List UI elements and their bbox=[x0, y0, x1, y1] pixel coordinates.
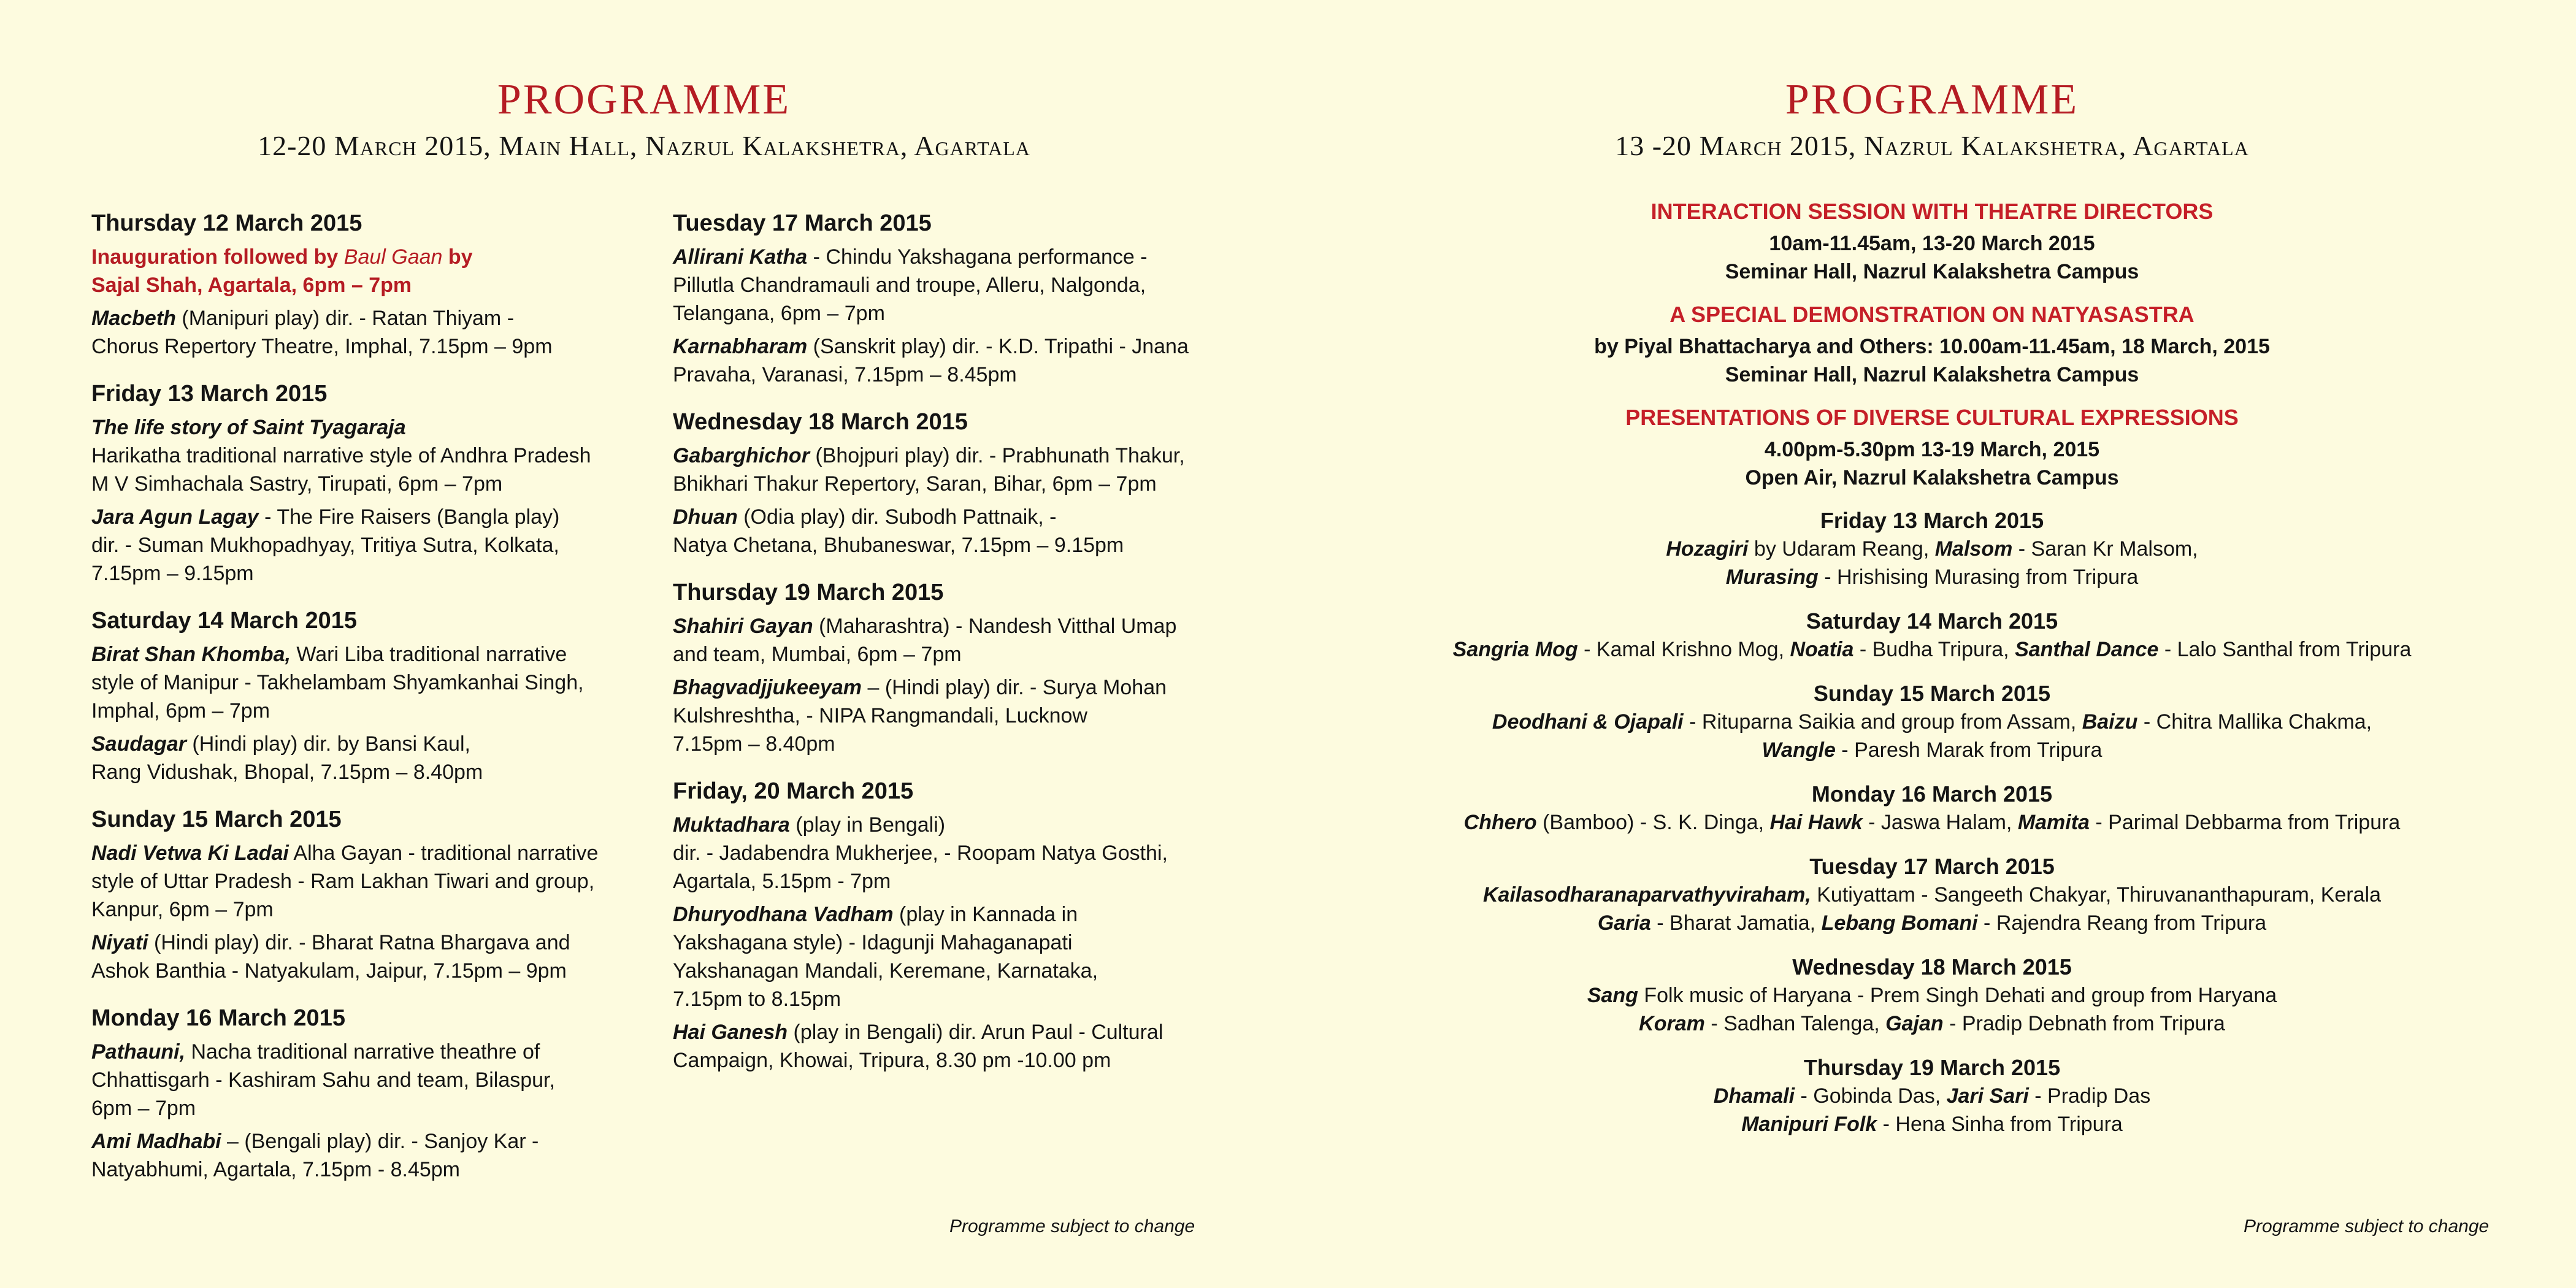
event-title: Karnabharam bbox=[673, 335, 808, 358]
day-block bbox=[673, 209, 1213, 389]
event-line: Campaign, Khowai, Tripura, 8.30 pm -10.00 pm bbox=[673, 1049, 1111, 1072]
cultural-line bbox=[1288, 736, 2576, 764]
performance-title: Deodhani & Ojapali bbox=[1492, 710, 1684, 734]
event-title: The life story of Saint Tyagaraja bbox=[91, 416, 406, 439]
performance-detail: - Kamal Krishno Mog, bbox=[1577, 638, 1790, 661]
event-title: Jara Agun Lagay bbox=[91, 505, 259, 529]
day-title: Thursday 19 March 2015 bbox=[1803, 1055, 2061, 1080]
performance-title: Kailasodharanaparvathyviraham, bbox=[1482, 883, 1811, 907]
day-title: Friday, 20 March 2015 bbox=[673, 778, 914, 804]
cultural-line bbox=[1288, 1110, 2576, 1138]
right-programme-title: PROGRAMME bbox=[1785, 76, 2079, 123]
event-title: Saudagar bbox=[91, 732, 186, 756]
left-column-1 bbox=[91, 209, 631, 1202]
performance-detail: - Pradip Debnath from Tripura bbox=[1943, 1012, 2225, 1035]
event-line: - Chindu Yakshagana performance - bbox=[807, 245, 1148, 269]
cultural-line bbox=[1288, 881, 2576, 909]
event-line: (Hindi play) dir. by Bansi Kaul, bbox=[186, 732, 470, 756]
session-line: Open Air, Nazrul Kalakshetra Campus bbox=[1745, 466, 2119, 489]
cultural-line bbox=[1288, 563, 2576, 591]
day-title: Tuesday 17 March 2015 bbox=[673, 210, 932, 236]
session-block bbox=[1288, 301, 2576, 389]
day-block bbox=[91, 606, 631, 786]
cultural-line bbox=[1288, 635, 2576, 664]
day-title: Wednesday 18 March 2015 bbox=[673, 409, 968, 435]
event-item bbox=[673, 900, 1213, 1013]
day-title: Friday 13 March 2015 bbox=[91, 381, 328, 407]
day-title: Sunday 15 March 2015 bbox=[1813, 681, 2051, 706]
event-item bbox=[91, 304, 631, 361]
right-content bbox=[1288, 197, 2576, 1154]
event-line: (Odia play) dir. Subodh Pattnaik, - bbox=[737, 505, 1057, 529]
event-line: Alha Gayan - traditional narrative bbox=[288, 841, 599, 865]
event-title: Niyati bbox=[91, 931, 148, 954]
left-footer-note: Programme subject to change bbox=[949, 1216, 1195, 1236]
event-item bbox=[673, 1018, 1213, 1075]
day-block bbox=[673, 407, 1213, 559]
cultural-line bbox=[1288, 909, 2576, 937]
performance-detail: - Sadhan Talenga, bbox=[1704, 1012, 1886, 1035]
performance-detail: (Bamboo) - S. K. Dinga, bbox=[1536, 811, 1770, 834]
event-line: Pravaha, Varanasi, 7.15pm – 8.45pm bbox=[673, 363, 1017, 386]
session-title: INTERACTION SESSION WITH THEATRE DIRECTORS bbox=[1650, 199, 2214, 224]
cultural-line bbox=[1288, 1082, 2576, 1110]
event-title: Pathauni, bbox=[91, 1040, 186, 1064]
performance-detail: - Hrishising Murasing from Tripura bbox=[1818, 565, 2139, 589]
event-title: Muktadhara bbox=[673, 813, 790, 837]
performance-detail: - Chitra Mallika Chakma, bbox=[2137, 710, 2372, 734]
event-line: Wari Liba traditional narrative bbox=[290, 643, 567, 666]
day-title: Saturday 14 March 2015 bbox=[1806, 608, 2058, 634]
session-block bbox=[1288, 197, 2576, 286]
performance-title: Santhal Dance bbox=[2015, 638, 2159, 661]
inauguration-item bbox=[91, 243, 631, 299]
performance-title: Chhero bbox=[1463, 811, 1537, 834]
event-item bbox=[91, 503, 631, 588]
event-line: (play in Bengali) bbox=[789, 813, 946, 837]
event-line: 6pm – 7pm bbox=[91, 1097, 196, 1120]
event-line: (Maharashtra) - Nandesh Vitthal Umap bbox=[813, 615, 1177, 638]
event-title: Bhagvadjjukeeyam bbox=[673, 676, 862, 699]
baul-gaan-title: Baul Gaan bbox=[343, 245, 443, 269]
cultural-line bbox=[1288, 1010, 2576, 1038]
event-item bbox=[91, 640, 631, 725]
session-line: 4.00pm-5.30pm 13-19 March, 2015 bbox=[1764, 438, 2100, 461]
event-line: - The Fire Raisers (Bangla play) bbox=[258, 505, 560, 529]
cultural-day-block bbox=[1288, 953, 2576, 1038]
event-line: (play in Bengali) dir. Arun Paul - Cultural bbox=[788, 1021, 1163, 1044]
performance-title: Garia bbox=[1597, 911, 1651, 935]
performance-detail: - Gobinda Das, bbox=[1795, 1084, 1947, 1108]
event-line: style of Uttar Pradesh - Ram Lakhan Tiwari and group, bbox=[91, 870, 595, 893]
performance-title: Hozagiri bbox=[1666, 537, 1749, 561]
event-line: (Manipuri play) dir. - Ratan Thiyam - bbox=[175, 307, 515, 330]
session-title: A SPECIAL DEMONSTRATION ON NATYASASTRA bbox=[1669, 302, 2195, 327]
day-title: Thursday 19 March 2015 bbox=[673, 580, 944, 605]
performance-detail: - Pradip Das bbox=[2028, 1084, 2151, 1108]
event-line: and team, Mumbai, 6pm – 7pm bbox=[673, 643, 962, 666]
performance-detail: - Budha Tripura, bbox=[1853, 638, 2015, 661]
inauguration-line2: Sajal Shah, Agartala, 6pm – 7pm bbox=[91, 274, 412, 297]
performance-title: Manipuri Folk bbox=[1741, 1113, 1877, 1136]
right-footer-note: Programme subject to change bbox=[2244, 1216, 2490, 1236]
event-line: Kulshreshtha, - NIPA Rangmandali, Lucknow bbox=[673, 704, 1087, 727]
cultural-day-block bbox=[1288, 507, 2576, 591]
event-line: Kanpur, 6pm – 7pm bbox=[91, 898, 274, 921]
event-title: Allirani Katha bbox=[673, 245, 808, 269]
right-panel bbox=[1288, 0, 2576, 1288]
event-line: dir. - Suman Mukhopadhyay, Tritiya Sutra, Kolkata, bbox=[91, 534, 559, 557]
event-item bbox=[91, 839, 631, 924]
performance-title: Dhamali bbox=[1713, 1084, 1795, 1108]
performance-detail: - Parimal Debbarma from Tripura bbox=[2089, 811, 2401, 834]
session-line: 10am-11.45am, 13-20 March 2015 bbox=[1769, 232, 2095, 255]
event-title: Hai Ganesh bbox=[673, 1021, 788, 1044]
event-line: (play in Kannada in bbox=[893, 903, 1078, 926]
cultural-line bbox=[1288, 708, 2576, 736]
performance-detail: - Saran Kr Malsom, bbox=[2012, 537, 2198, 561]
event-title: Dhuryodhana Vadham bbox=[673, 903, 894, 926]
event-item bbox=[91, 730, 631, 786]
cultural-day-block bbox=[1288, 853, 2576, 937]
event-item bbox=[673, 811, 1213, 895]
left-programme-subtitle: 12-20 March 2015, Main Hall, Nazrul Kalakshetra, Agartala bbox=[258, 130, 1030, 161]
event-title: Birat Shan Khomba, bbox=[91, 643, 291, 666]
event-line: Yakshagana style) - Idagunji Mahaganapati bbox=[673, 931, 1073, 954]
performance-title: Hai Hawk bbox=[1769, 811, 1863, 834]
day-title: Friday 13 March 2015 bbox=[1820, 508, 2044, 533]
event-line: (Bhojpuri play) dir. - Prabhunath Thakur, bbox=[809, 444, 1185, 467]
event-line: (Sanskrit play) dir. - K.D. Tripathi - Jnana bbox=[807, 335, 1189, 358]
event-item bbox=[673, 332, 1213, 389]
performance-title: Sangria Mog bbox=[1452, 638, 1578, 661]
day-block bbox=[91, 209, 631, 361]
session-line: Seminar Hall, Nazrul Kalakshetra Campus bbox=[1725, 363, 2139, 386]
cultural-line bbox=[1288, 808, 2576, 837]
event-item bbox=[673, 673, 1213, 758]
event-title: Shahiri Gayan bbox=[673, 615, 813, 638]
day-block bbox=[673, 578, 1213, 758]
performance-detail: Kutiyattam - Sangeeth Chakyar, Thiruvananthapuram, Kerala bbox=[1811, 883, 2382, 907]
performance-detail: - Paresh Marak from Tripura bbox=[1835, 738, 2103, 762]
event-line: 7.15pm – 8.40pm bbox=[673, 732, 835, 756]
day-title: Wednesday 18 March 2015 bbox=[1792, 954, 2072, 979]
event-item bbox=[673, 612, 1213, 669]
cultural-day-block bbox=[1288, 1054, 2576, 1138]
event-item bbox=[91, 929, 631, 985]
event-line: style of Manipur - Takhelambam Shyamkanhai Singh, bbox=[91, 671, 584, 694]
session-line: Seminar Hall, Nazrul Kalakshetra Campus bbox=[1725, 260, 2139, 283]
performance-title: Lebang Bomani bbox=[1821, 911, 1978, 935]
performance-title: Koram bbox=[1639, 1012, 1705, 1035]
event-title: Ami Madhabi bbox=[91, 1130, 221, 1153]
event-line: Nacha traditional narrative theathre of bbox=[185, 1040, 540, 1064]
event-line: Bhikhari Thakur Repertory, Saran, Bihar, 6pm – 7pm bbox=[673, 472, 1157, 496]
session-title: PRESENTATIONS OF DIVERSE CULTURAL EXPRESSIONS bbox=[1625, 405, 2239, 430]
event-title: Gabarghichor bbox=[673, 444, 810, 467]
performance-title: Jari Sari bbox=[1946, 1084, 2029, 1108]
performance-detail: by Udaram Reang, bbox=[1748, 537, 1935, 561]
event-title: Nadi Vetwa Ki Ladai bbox=[91, 841, 289, 865]
event-line: 7.15pm – 9.15pm bbox=[91, 562, 254, 585]
event-line: Pillutla Chandramauli and troupe, Alleru, Nalgonda, bbox=[673, 274, 1146, 297]
performance-title: Murasing bbox=[1725, 565, 1819, 589]
right-programme-subtitle: 13 -20 March 2015, Nazrul Kalakshetra, Agartala bbox=[1615, 130, 2249, 161]
event-line: Harikatha traditional narrative style of Andhra Pradesh bbox=[91, 444, 591, 467]
day-title: Saturday 14 March 2015 bbox=[91, 608, 358, 634]
day-block bbox=[91, 1003, 631, 1184]
session-line: by Piyal Bhattacharya and Others: 10.00am-11.45am, 18 March, 2015 bbox=[1594, 335, 2270, 358]
cultural-day-block bbox=[1288, 607, 2576, 664]
cultural-day-block bbox=[1288, 680, 2576, 764]
event-line: – (Hindi play) dir. - Surya Mohan bbox=[862, 676, 1167, 699]
event-line: Telangana, 6pm – 7pm bbox=[673, 302, 885, 325]
event-title: Macbeth bbox=[91, 307, 176, 330]
inauguration-post: by bbox=[442, 245, 473, 269]
event-item bbox=[673, 442, 1213, 498]
event-line: Agartala, 5.15pm - 7pm bbox=[673, 870, 891, 893]
event-line: (Hindi play) dir. - Bharat Ratna Bhargava and bbox=[148, 931, 570, 954]
performance-title: Wangle bbox=[1761, 738, 1836, 762]
day-block bbox=[91, 805, 631, 985]
event-item bbox=[91, 413, 631, 498]
event-line: Chorus Repertory Theatre, Imphal, 7.15pm – 9pm bbox=[91, 335, 553, 358]
event-line: 7.15pm to 8.15pm bbox=[673, 987, 841, 1011]
session-block bbox=[1288, 404, 2576, 492]
performance-title: Malsom bbox=[1934, 537, 2013, 561]
performance-detail: - Rajendra Reang from Tripura bbox=[1977, 911, 2267, 935]
performance-detail: - Jaswa Halam, bbox=[1862, 811, 2018, 834]
day-title: Monday 16 March 2015 bbox=[91, 1005, 345, 1031]
performance-title: Gajan bbox=[1885, 1012, 1944, 1035]
event-line: – (Bengali play) dir. - Sanjoy Kar - bbox=[221, 1130, 539, 1153]
event-line: Yakshanagan Mandali, Keremane, Karnataka, bbox=[673, 959, 1098, 983]
day-block bbox=[673, 776, 1213, 1075]
day-title: Thursday 12 March 2015 bbox=[91, 210, 362, 236]
cultural-day-block bbox=[1288, 780, 2576, 837]
event-line: Natya Chetana, Bhubaneswar, 7.15pm – 9.15pm bbox=[673, 534, 1124, 557]
cultural-line bbox=[1288, 535, 2576, 563]
performance-title: Baizu bbox=[2082, 710, 2138, 734]
performance-detail: - Rituparna Saikia and group from Assam, bbox=[1683, 710, 2082, 734]
performance-title: Mamita bbox=[2017, 811, 2090, 834]
event-item bbox=[673, 243, 1213, 328]
event-line: Natyabhumi, Agartala, 7.15pm - 8.45pm bbox=[91, 1158, 460, 1181]
day-title: Sunday 15 March 2015 bbox=[91, 807, 342, 832]
day-title: Monday 16 March 2015 bbox=[1811, 781, 2053, 807]
performance-detail: - Lalo Santhal from Tripura bbox=[2158, 638, 2412, 661]
performance-title: Sang bbox=[1587, 984, 1638, 1007]
event-item bbox=[673, 503, 1213, 559]
event-item bbox=[91, 1038, 631, 1122]
event-line: Rang Vidushak, Bhopal, 7.15pm – 8.40pm bbox=[91, 761, 483, 784]
performance-detail: - Bharat Jamatia, bbox=[1650, 911, 1822, 935]
performance-detail: - Hena Sinha from Tripura bbox=[1877, 1113, 2123, 1136]
event-line: dir. - Jadabendra Mukherjee, - Roopam Natya Gosthi, bbox=[673, 841, 1168, 865]
event-line: Chhattisgarh - Kashiram Sahu and team, Bilaspur, bbox=[91, 1068, 555, 1092]
event-line: M V Simhachala Sastry, Tirupati, 6pm – 7pm bbox=[91, 472, 503, 496]
event-line: Ashok Banthia - Natyakulam, Jaipur, 7.15pm – 9pm bbox=[91, 959, 567, 983]
left-programme-title: PROGRAMME bbox=[497, 76, 791, 123]
event-title: Dhuan bbox=[673, 505, 738, 529]
cultural-line bbox=[1288, 981, 2576, 1010]
day-title: Tuesday 17 March 2015 bbox=[1809, 854, 2055, 879]
performance-detail: Folk music of Haryana - Prem Singh Dehati and group from Haryana bbox=[1638, 984, 2277, 1007]
inauguration-pre: Inauguration followed by bbox=[91, 245, 344, 269]
performance-title: Noatia bbox=[1790, 638, 1854, 661]
left-column-2 bbox=[673, 209, 1213, 1093]
day-block bbox=[91, 379, 631, 588]
event-line: Imphal, 6pm – 7pm bbox=[91, 699, 270, 723]
event-item bbox=[91, 1127, 631, 1184]
